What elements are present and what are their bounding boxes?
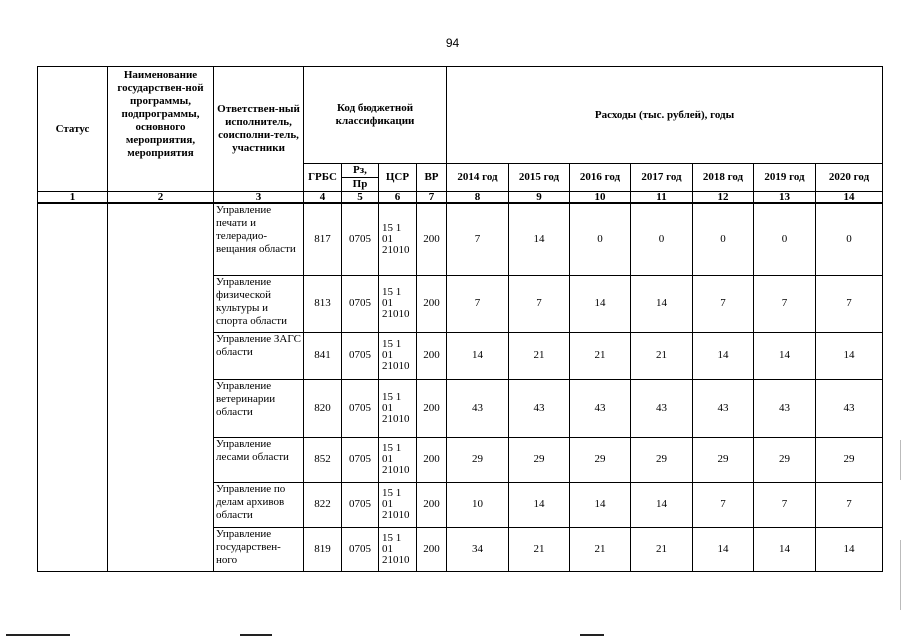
executor-cell: Управление государствен-ного [214,527,304,571]
expense-cell: 14 [631,275,693,332]
expense-cell: 14 [447,332,509,379]
expense-cell: 21 [509,527,570,571]
expense-cell: 43 [693,379,754,437]
budget-table [37,66,883,572]
scan-edge-mark [900,540,901,610]
header-budget-code: Код бюджетной классификации [304,67,447,164]
header-vr: ВР [417,164,447,192]
expense-cell: 43 [816,379,883,437]
vr-cell: 200 [417,275,447,332]
csr-cell: 15 1 01 21010 [379,482,417,527]
expense-cell: 7 [509,275,570,332]
scan-edge-mark [900,440,901,480]
column-number: 13 [754,192,816,204]
rzpr-cell: 0705 [342,332,379,379]
expense-cell: 43 [570,379,631,437]
program-name-cell [108,203,214,571]
vr-cell: 200 [417,332,447,379]
column-number: 14 [816,192,883,204]
page-number: 94 [445,36,460,50]
executor-cell: Управление ЗАГС области [214,332,304,379]
csr-cell: 15 1 01 21010 [379,203,417,275]
header-year-2015: 2015 год [509,164,570,192]
grbs-cell: 813 [304,275,342,332]
expense-cell: 29 [447,437,509,482]
expense-cell: 10 [447,482,509,527]
header-year-2018: 2018 год [693,164,754,192]
expense-cell: 14 [631,482,693,527]
expense-cell: 43 [509,379,570,437]
expense-cell: 7 [754,482,816,527]
column-number: 1 [38,192,108,204]
header-year-2016: 2016 год [570,164,631,192]
expense-cell: 21 [631,527,693,571]
rzpr-cell: 0705 [342,275,379,332]
expense-cell: 43 [631,379,693,437]
column-number-row [38,192,883,204]
expense-cell: 0 [570,203,631,275]
expense-cell: 7 [754,275,816,332]
expense-cell: 14 [570,275,631,332]
column-number: 6 [379,192,417,204]
expense-cell: 14 [693,527,754,571]
column-number: 9 [509,192,570,204]
header-executor: Ответствен-ный исполнитель, соисполни-тель, участники [214,67,304,192]
csr-cell: 15 1 01 21010 [379,275,417,332]
rzpr-cell: 0705 [342,527,379,571]
expense-cell: 21 [631,332,693,379]
expense-cell: 29 [570,437,631,482]
expense-cell: 29 [754,437,816,482]
header-expenses: Расходы (тыс. рублей), годы [447,67,883,164]
expense-cell: 0 [754,203,816,275]
header-rzpr [342,164,379,192]
column-number: 3 [214,192,304,204]
bottom-rule [580,634,604,636]
header-year-2019: 2019 год [754,164,816,192]
expense-cell: 7 [816,482,883,527]
expense-cell: 0 [816,203,883,275]
expense-cell: 21 [509,332,570,379]
column-number: 8 [447,192,509,204]
expense-cell: 7 [693,482,754,527]
column-number: 5 [342,192,379,204]
expense-cell: 14 [754,527,816,571]
grbs-cell: 817 [304,203,342,275]
grbs-cell: 819 [304,527,342,571]
expense-cell: 43 [754,379,816,437]
executor-cell: Управление лесами области [214,437,304,482]
expense-cell: 0 [631,203,693,275]
expense-cell: 21 [570,332,631,379]
expense-cell: 0 [693,203,754,275]
expense-cell: 7 [447,203,509,275]
header-row [38,67,883,164]
expense-cell: 29 [509,437,570,482]
grbs-cell: 822 [304,482,342,527]
expense-cell: 7 [447,275,509,332]
expense-cell: 43 [447,379,509,437]
csr-cell: 15 1 01 21010 [379,379,417,437]
vr-cell: 200 [417,203,447,275]
vr-cell: 200 [417,527,447,571]
expense-cell: 14 [816,332,883,379]
header-year-2014: 2014 год [447,164,509,192]
column-number: 7 [417,192,447,204]
expense-cell: 14 [754,332,816,379]
grbs-cell: 852 [304,437,342,482]
expense-cell: 14 [693,332,754,379]
expense-cell: 7 [816,275,883,332]
expense-cell: 14 [816,527,883,571]
vr-cell: 200 [417,379,447,437]
expense-cell: 29 [693,437,754,482]
header-csr: ЦСР [379,164,417,192]
expense-cell: 21 [570,527,631,571]
expense-cell: 34 [447,527,509,571]
rzpr-cell: 0705 [342,203,379,275]
executor-cell: Управление по делам архивов области [214,482,304,527]
csr-cell: 15 1 01 21010 [379,527,417,571]
executor-cell: Управление физической культуры и спорта области [214,275,304,332]
header-status: Статус [38,67,108,192]
expense-cell: 7 [693,275,754,332]
header-grbs: ГРБС [304,164,342,192]
vr-cell: 200 [417,482,447,527]
rzpr-cell: 0705 [342,379,379,437]
column-number: 11 [631,192,693,204]
column-number: 12 [693,192,754,204]
column-number: 10 [570,192,631,204]
expense-cell: 14 [509,482,570,527]
column-number: 4 [304,192,342,204]
grbs-cell: 841 [304,332,342,379]
header-program-name: Наименование государствен-ной программы, подпрограммы, основного мероприятия, мероприятия [108,67,214,192]
header-rz: Рз, [342,164,378,178]
csr-cell: 15 1 01 21010 [379,332,417,379]
bottom-rule [240,634,272,636]
header-year-2017: 2017 год [631,164,693,192]
expense-cell: 29 [631,437,693,482]
executor-cell: Управление печати и телерадио-вещания области [214,203,304,275]
vr-cell: 200 [417,437,447,482]
header-pr: Пр [352,178,368,190]
grbs-cell: 820 [304,379,342,437]
expense-cell: 14 [509,203,570,275]
rzpr-cell: 0705 [342,482,379,527]
expense-cell: 14 [570,482,631,527]
bottom-rule [6,634,70,636]
header-year-2020: 2020 год [816,164,883,192]
expense-cell: 29 [816,437,883,482]
rzpr-cell: 0705 [342,437,379,482]
column-number: 2 [108,192,214,204]
csr-cell: 15 1 01 21010 [379,437,417,482]
table-row [38,203,883,275]
executor-cell: Управление ветеринарии области [214,379,304,437]
status-cell [38,203,108,571]
